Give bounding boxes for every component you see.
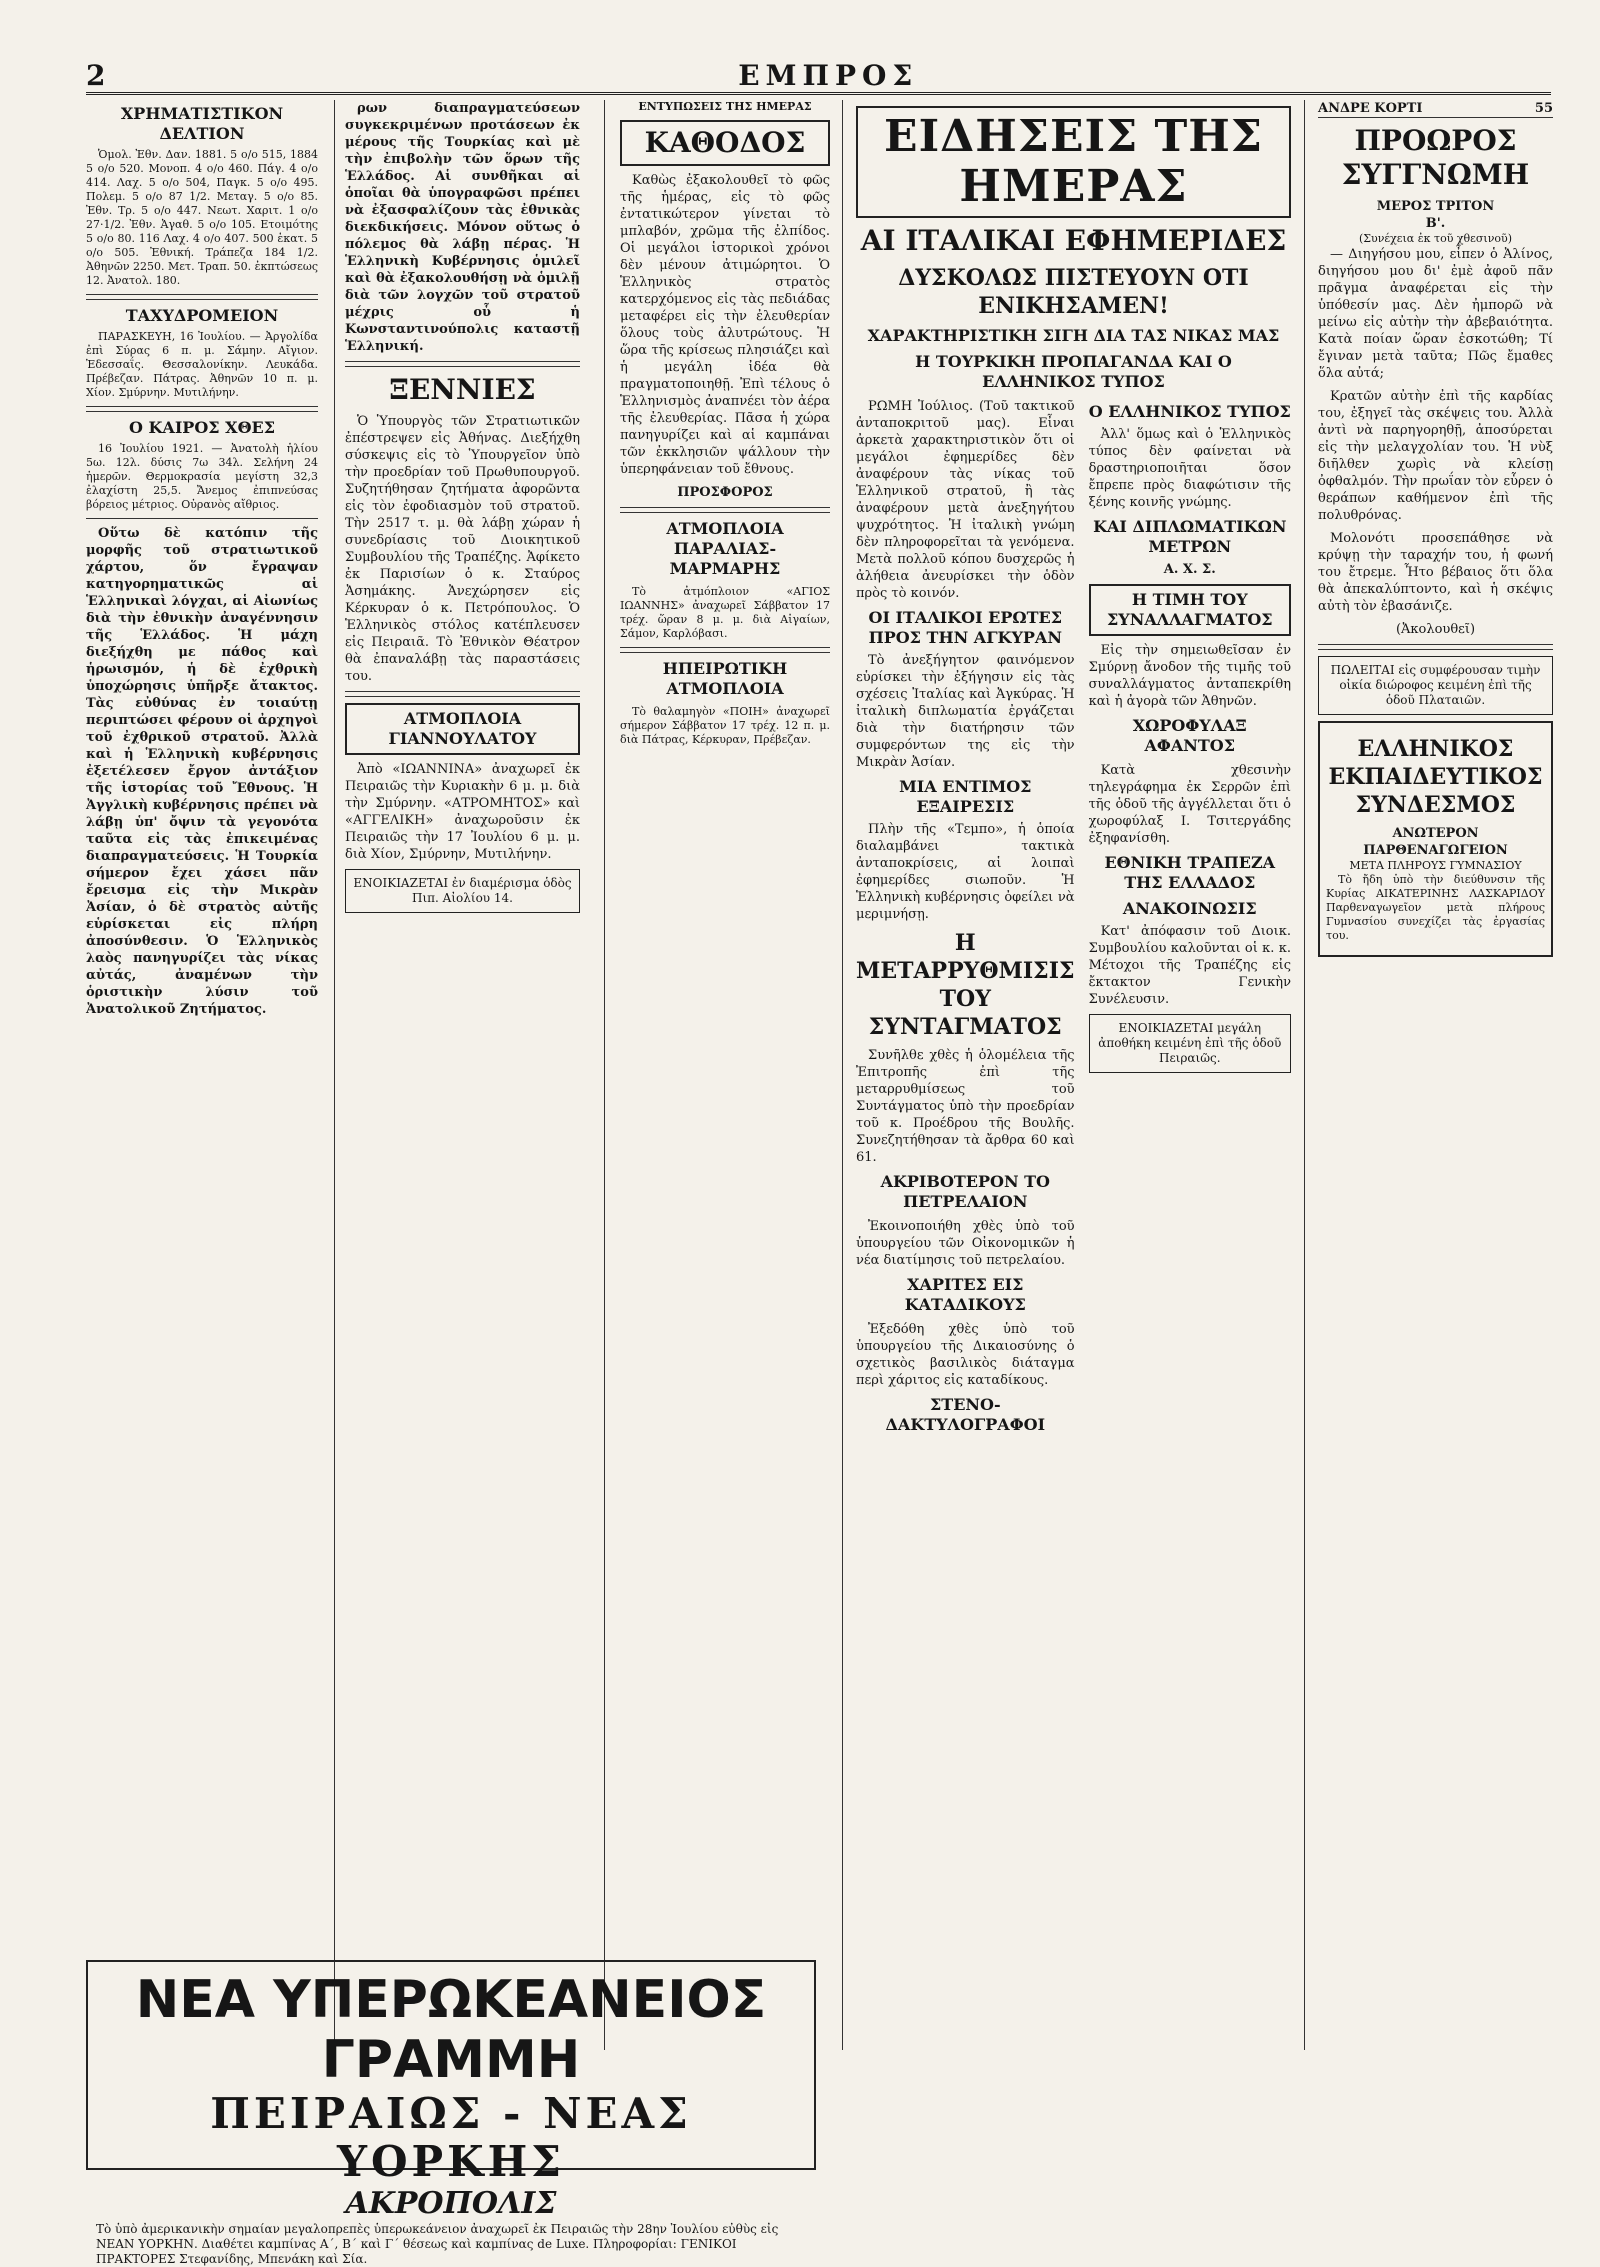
- column-1: [86, 100, 318, 1940]
- subheading: Ο ΕΛΛΗΝΙΚΟΣ ΤΥΠΟΣ: [1088, 402, 1291, 421]
- column-divider: [1304, 100, 1305, 2050]
- section-banner: ΕΙΔΗΣΕΙΣ ΤΗΣ ΗΜΕΡΑΣ: [856, 106, 1291, 218]
- subcolumn: [1089, 398, 1291, 1441]
- divider: [86, 406, 318, 412]
- subheading: ΜΙΑ ΕΝΤΙΜΟΣ ΕΞΑΙΡΕΣΙΣ: [899, 777, 1032, 816]
- headline: ΧΑΡΙΤΕΣ ΕΙΣ ΚΑΤΑΔΙΚΟΥΣ: [904, 1275, 1026, 1314]
- article-text: ρων διαπραγματεύσεων συγκεκριμένων προτάσεων ἐκ μέρους τῆς Τουρκίας καὶ μὲ τὴν ἐπιβολὴν τῶν ὅρων τῆς Ἑλλάδος. Αἱ συνθῆκαι αἱ ὁποῖαι θὰ ὑπογραφῶσι πρέπει νὰ ἐξασφαλίζουν τὰς ἐθνικὰς διεκδικήσεις. Μόνον οὕτως ὁ πόλεμος θὰ λάβῃ πέρας. Ἡ Ἑλληνικὴ Κυβέρνησις ὁμιλεῖ καὶ θὰ ἐξακολουθήσῃ νὰ ὁμιλῇ διὰ τῶν λογχῶν τοῦ στρατοῦ μέχρις οὗ ἡ Κωνσταντινούπολις καταστῇ Ἑλληνική.: [345, 101, 580, 354]
- article-text: Καθὼς ἐξακολουθεῖ τὸ φῶς τῆς ἡμέρας, εἰς τὸ φῶς ἐντατικώτερον γίνεται τὸ μπλαβόν, χρῶμα τῆς ἐλπίδος. Οἱ μεγάλοι ἱστορικοὶ χρόνοι δὲν μένουν ἀτιμώρητοι. Ὁ Ἑλληνικὸς στρατὸς κατερχόμενος εἰς τὰς πεδιάδας μεταφέρει εἰς τὴν ἐλευθερίαν ὅλους τοὺς ἀλυτρώτους. Ἡ ὥρα τῆς κρίσεως πλησιάζει καὶ ἡ μεγάλη ἰδέα θὰ πραγματοποιηθῇ. Ἐπὶ τέλους ὁ Ἑλληνισμὸς ἀναπνέει τὸν ἀέρα τῆς ἐλευθερίας. Πᾶσα ἡ χώρα πανηγυρίζει καὶ αἱ καμπάναι τῶν ἐκκλησιῶν ψάλλουν τὴν ὑπερηφάνειαν τοῦ ἔθνους.: [620, 173, 830, 477]
- article-text: Ἀπὸ «ΙΩΑΝΝΙΝΑ» ἀναχωρεῖ ἐκ Πειραιῶς τὴν Κυριακὴν 6 μ. μ. διὰ τὴν Σμύρνην. «ΑΤΡΟΜΗΤΟΣ» καὶ «ΑΓΓΕΛΙΚΗ» ἀναχωροῦσιν ἐκ Πειραιῶς τὴν 17 Ἰουλίου 6 μ. μ. διὰ Χίον, Σμύρνην, Μυτιλήνην.: [345, 762, 580, 862]
- serial-number: 55: [1534, 101, 1553, 116]
- column-divider: [842, 100, 843, 2050]
- headline: ΑΚΡΙΒΟΤΕΡΟΝ ΤΟ ΠΕΤΡΕΛΑΙΟΝ: [880, 1172, 1050, 1211]
- article-text: Τὸ ἀτμόπλοιον «ΑΓΙΟΣ ΙΩΑΝΝΗΣ» ἀναχωρεῖ Σάββατον 17 τρέχ. ὥραν 8 μ. μ. διὰ Αἰγαίων, Σάμον, Καρλόβασι.: [620, 585, 830, 640]
- subcolumn: [856, 398, 1075, 1441]
- section-heading: ΤΑΧΥΔΡΟΜΕΙΟΝ: [125, 306, 279, 325]
- headline: ΧΩΡΟΦΥΛΑΞ ΑΦΑΝΤΟΣ: [1132, 716, 1247, 755]
- section-heading: Ο ΚΑΙΡΟΣ ΧΘΕΣ: [128, 418, 276, 437]
- signature: ΠΡΟΣΦΟΡΟΣ: [677, 485, 773, 500]
- article-text: Πλὴν τῆς «Τεμπο», ἡ ὁποία διαλαμβάνει τακτικὰ ἀνταποκρίσεις, αἱ λοιπαὶ ἐφημερίδες σιωποῦν. Ἡ Ἑλληνικὴ κυβέρνησις ὀφείλει νὰ μεριμνήσῃ.: [856, 822, 1075, 922]
- headline: ΧΑΡΑΚΤΗΡΙΣΤΙΚΗ ΣΙΓΗ ΔΙΑ ΤΑΣ ΝΙΚΑΣ ΜΑΣ: [867, 326, 1280, 345]
- column-4: [856, 100, 1291, 2050]
- headline: ΣΤΕΝΟ-ΔΑΚΤΥΛΟΓΡΑΦΟΙ: [885, 1395, 1046, 1434]
- article-text: Κρατῶν αὐτὴν ἐπὶ τῆς καρδίας του, ἐξηγεῖ τὰς σκέψεις του. Ἀλλὰ ἀντὶ νὰ παρηγορηθῇ, ἀποσύρεται εἰς τὴν μελαγχολίαν του. Ἡ νὺξ διῆλθεν χωρὶς νὰ κλείσῃ ὀφθαλμόν. Τὴν πρωΐαν τὸν εὗρεν ὁ θεράπων καθήμενον ἐπὶ τῆς πολυθρόνας.: [1318, 389, 1553, 523]
- classified-ad: ΕΝΟΙΚΙΑΖΕΤΑΙ μεγάλη ἀποθήκη κειμένη ἐπὶ τῆς ὁδοῦ Πειραιῶς.: [1089, 1014, 1291, 1073]
- section-label: ΕΝΤΥΠΩΣΕΙΣ ΤΗΣ ΗΜΕΡΑΣ: [638, 100, 812, 113]
- article-text: Ὁ Ὑπουργὸς τῶν Στρατιωτικῶν ἐπέστρεψεν εἰς Ἀθήνας. Διεξήχθη σύσκεψις εἰς τὸ Ὑπουργεῖον ὑπὸ τὴν προεδρίαν τοῦ Πρωθυπουργοῦ. Συζητήθησαν ζητήματα ἀφορῶντα εἰς τὸν ἐφοδιασμὸν τοῦ στρατοῦ. Τὴν 2517 τ. μ. θὰ λάβῃ χώραν ἡ συνεδρίασις τοῦ Διοικητικοῦ Συμβουλίου τῆς Τραπέζης. Ἀφίκετο ἐκ Παρισίων ὁ κ. Σταύρος Ἀσημάκης. Ἀνεχώρησεν εἰς Κέρκυραν ὁ κ. Πετρόπουλος. Ὁ Ἑλληνικὸς στόλος κατέπλευσεν εἰς Πειραιᾶ. Τὸ Ἐθνικὸν Θέατρον θὰ ἐπαναλάβῃ τὰς παραστάσεις του.: [345, 414, 580, 684]
- section-heading: ΚΑΘΟΔΟΣ: [620, 120, 830, 166]
- article-text: Τὸ θαλαμηγὸν «ΠΟΙΗ» ἀναχωρεῖ σήμερον Σάββατον 17 τρέχ. 12 π. μ. διὰ Πάτρας, Κέρκυραν, Πρέβεζαν.: [620, 705, 830, 746]
- article-text: ΠΑΡΑΣΚΕΥΗ, 16 Ἰουλίου. — Ἀργολίδα ἐπὶ Σύρας 6 π. μ. Σάμην. Αἴγιον. Ἐδεσσαΐς. Θεσσαλονίκην. Λευκάδα. Πρέβεζαν. Πάτρας. Ἀθηνῶν 10 π. μ. Χίον. Σμύρνην. Μυτιλήνην.: [86, 330, 318, 399]
- article-text: Ἀλλ' ὅμως καὶ ὁ Ἑλληνικὸς τύπος δὲν φαίνεται νὰ δραστηριοποιῆται ὅσον ἔπρεπε πρὸς διαφώτισιν τῆς ξένης κοινῆς γνώμης.: [1088, 427, 1291, 510]
- divider: [86, 294, 318, 300]
- serial-header: [1318, 100, 1553, 118]
- page-number: 2: [86, 59, 106, 92]
- subheading: ΑΝΑΚΟΙΝΩΣΙΣ: [1122, 899, 1257, 918]
- classified-ad: ΕΝΟΙΚΙΑΖΕΤΑΙ ἐν διαμέρισμα ὁδὸς Πιπ. Αἰολίου 14.: [345, 869, 580, 913]
- newspaper-title: ΕΜΠΡΟΣ: [738, 59, 919, 92]
- masthead: [86, 58, 1551, 95]
- signature: Α. Χ. Σ.: [1163, 562, 1216, 577]
- section-heading: ΑΤΜΟΠΛΟΙΑ ΓΙΑΝΝΟΥΛΑΤΟΥ: [345, 703, 580, 755]
- column-5: [1318, 100, 1553, 2050]
- headline: ΔΥΣΚΟΛΩΣ ΠΙΣΤΕΥΟΥΝ ΟΤΙ ΕΝΙΚΗΣΑΜΕΝ!: [898, 265, 1249, 319]
- column-2: [345, 100, 580, 1940]
- column-divider: [334, 100, 335, 2050]
- ad-title: ΕΛΛΗΝΙΚΟΣ ΕΚΠΑΙΔΕΥΤΙΚΟΣ ΣΥΝΔΕΣΜΟΣ: [1328, 736, 1543, 818]
- divider: [86, 518, 318, 519]
- headline: ΑΙ ΙΤΑΛΙΚΑΙ ΕΦΗΜΕΡΙΔΕΣ: [860, 224, 1287, 257]
- column-3: [620, 100, 830, 2050]
- ad-route: ΠΕΙΡΑΙΩΣ - ΝΕΑΣ ΥΟΡΚΗΣ: [210, 2089, 692, 2186]
- serial-to-be-continued: (Ἀκολουθεῖ): [1395, 622, 1476, 637]
- article-text: — Διηγήσου μου, εἶπεν ὁ Ἀλίνος, διηγήσου μου δι' ἐμὲ ἀφοῦ πᾶν πρᾶγμα ἀναφέρεται εἰς τὴν ὑπόθεσίν μας. Δὲν ἠμπορῶ νὰ μείνω εἰς αὐτὴν τὴν ἀβεβαιότητα. Κατὰ ποίαν ὥραν ἐσκοτώθη; Τί ἔγιναν μετὰ ταῦτα; Πῶς ἔμαθες ὅλα αὐτά;: [1318, 247, 1553, 381]
- ad-ship-name: ΑΚΡΟΠΟΛΙΣ: [345, 2186, 557, 2221]
- ad-text: Τὸ ὑπὸ ἀμερικανικὴν σημαίαν μεγαλοπρεπὲς ὑπερωκεάνειον ἀναχωρεῖ ἐκ Πειραιῶς τὴν 28ην Ἰουλίου εὐθὺς εἰς ΝΕΑΝ ΥΟΡΚΗΝ. Διαθέτει καμπίνας Α΄, Β΄ καὶ Γ΄ θέσεως καὶ καμπίνας de Luxe. Πληροφορίαι: ΓΕΝΙΚΟΙ ΠΡΑΚΤΟΡΕΣ Στεφανίδης, Μπενάκη καὶ Σία.: [96, 2222, 779, 2266]
- headline: Η ΜΕΤΑΡΡΥΘΜΙΣΙΣ ΤΟΥ ΣΥΝΤΑΓΜΑΤΟΣ: [856, 930, 1075, 1040]
- column-divider: [604, 100, 605, 2050]
- divider: [620, 647, 830, 653]
- article-text: Κατὰ χθεσινὴν τηλεγράφημα ἐκ Σερρῶν ἐπὶ τῆς ὁδοῦ τῆς ἀγγέλλεται ὅτι ὁ χωροφύλαξ Ι. Τσιτεργάδης ἐξηφανίσθη.: [1088, 763, 1291, 846]
- headline: ΕΘΝΙΚΗ ΤΡΑΠΕΖΑ ΤΗΣ ΕΛΛΑΔΟΣ: [1104, 853, 1276, 892]
- article-text: ΡΩΜΗ Ἰούλιος. (Τοῦ τακτικοῦ ἀνταποκριτοῦ μας). Εἶναι ἀρκετὰ χαρακτηριστικὸν ὅτι οἱ μεγάλοι ἐφημερίδες δὲν ἀναφέρουν τὰς νίκας τοῦ Ἑλληνικοῦ στρατοῦ, ἢ τὰς ἀναφέρουν μετὰ ἀνεξηγήτου ψυχρότητος. Ἡ ἰταλικὴ γνώμη δὲν πληροφορεῖται τὰ γενόμενα. Μετὰ πολλοῦ κόπου δυσχερῶς ἡ ἀλήθεια ἀνευρίσκει τὴν ὁδὸν πρὸς τὸ κοινόν.: [856, 399, 1075, 601]
- classified-ad: ΠΩΛΕΙΤΑΙ εἰς συμφέρουσαν τιμὴν οἰκία διώροφος κειμένη ἐπὶ τῆς ὁδοῦ Πλαταιῶν.: [1318, 656, 1553, 715]
- divider: [620, 507, 830, 513]
- divider: [1318, 644, 1553, 650]
- serial-author: ΑΝΔΡΕ ΚΟΡΤΙ: [1318, 101, 1423, 116]
- article-text: 16 Ἰουλίου 1921. — Ἀνατολὴ ἡλίου 5ω. 12λ. δύσις 7ω 34λ. Σελήνη 24 ἡμερῶν. Θερμοκρασία μεγίστη 32,3 ἐλαχίστη 25,5. Ἄνεμος ἐπιπνεύσας βόρειος μέτριος. Οὐρανὸς αἴθριος.: [86, 442, 318, 511]
- subheading: ΟΙ ΙΤΑΛΙΚΟΙ ΕΡΩΤΕΣ ΠΡΟΣ ΤΗΝ ΑΓΚΥΡΑΝ: [868, 608, 1063, 647]
- ad-headline: ΝΕΑ ΥΠΕΡΩΚΕΑΝΕΙΟΣ ΓΡΑΜΜΗ: [135, 1970, 767, 2090]
- divider: [345, 361, 580, 367]
- article-text: Οὕτω δὲ κατόπιν τῆς μορφῆς τοῦ στρατιωτικοῦ χάρτου, ὅν ἔγραψαν κατηγορηματικῶς αἱ Ἑλληνικαὶ λόγχαι, αἱ Αἰωνίως διὰ τὴν ἐθνικὴν ἀναγέννησιν τῆς Ἑλλάδος. Ἡ μάχη διεξήχθη με πάθος καὶ ἡρωισμόν, ἡ δὲ ἐχθρικὴ ὑποχώρησις ὑπῆρξε ἄτακτος. Τὰς εὐθύνας ἐν τοιαύτῃ περιπτώσει φέρουν οἱ ἀρχηγοὶ τοῦ ἐχθρικοῦ στρατοῦ. Ἀλλὰ καὶ ἡ Ἑλληνικὴ κυβέρνησις ἐξετέλεσεν ἔργον ἀντάξιον τῆς ἱστορίας τοῦ Ἔθνους. Ἡ Ἀγγλικὴ κυβέρνησις πρέπει νὰ λάβῃ ὑπ' ὄψιν τὰ γεγονότα ταῦτα εἰς τὰς ἐπικειμένας διαπραγματεύσεις. Ἡ Τουρκία σήμερον ἔχει χάσει πᾶν ἔρεισμα εἰς τὴν Μικρὰν Ἀσίαν, ὁ δὲ στρατὸς αὐτῆς εὑρίσκεται εἰς πλήρη ἀποσύνθεσιν. Ὁ Ἑλληνικὸς λαὸς πανηγυρίζει τὰς νίκας αὐτάς, ἀναμένων τὴν ὁριστικὴν λύσιν τοῦ Ἀνατολικοῦ Ζητήματος.: [86, 526, 318, 1017]
- subheading: ΚΑΙ ΔΙΠΛΩΜΑΤΙΚΩΝ ΜΕΤΡΩΝ: [1093, 517, 1287, 556]
- section-heading: ΧΡΗΜΑΤΙΣΤΙΚΟΝ ΔΕΛΤΙΟΝ: [120, 104, 284, 143]
- article-text: Συνῆλθε χθὲς ἡ ὁλομέλεια τῆς Ἐπιτροπῆς ἐπὶ τῆς μεταρρυθμίσεως τοῦ Συντάγματος ὑπὸ τὴν προεδρίαν τοῦ κ. Προέδρου τῆς Βουλῆς. Συνεζητήθησαν τὰ ἄρθρα 60 καὶ 61.: [856, 1048, 1075, 1165]
- serial-part: ΜΕΡΟΣ ΤΡΙΤΟΝ: [1376, 199, 1495, 214]
- serial-continuation: (Συνέχεια ἐκ τοῦ χθεσινοῦ): [1358, 232, 1512, 245]
- ad-text: Τὸ ἤδη ὑπὸ τὴν διεύθυνσιν τῆς Κυρίας ΑΙΚΑΤΕΡΙΝΗΣ ΛΑΣΚΑΡΙΔΟΥ Παρθεναγωγεῖον μετὰ πλήρους Γυμνασίου συνεχίζει τὰς ἐργασίας του.: [1326, 873, 1545, 942]
- article-text: Τὸ ἀνεξήγητον φαινόμενον εὑρίσκει τὴν ἐξήγησιν εἰς τὰς σχέσεις Ἰταλίας καὶ Ἀγκύρας. Ἡ ἰταλικὴ διπλωματία ἐργάζεται διὰ τὴν διατήρησιν τῶν συμφερόντων της εἰς τὴν Μικρὰν Ἀσίαν.: [856, 653, 1075, 770]
- ad-subtitle: ΑΝΩΤΕΡΟΝ ΠΑΡΘΕΝΑΓΩΓΕΙΟΝ: [1363, 826, 1508, 858]
- ad-subtitle: ΜΕΤΑ ΠΛΗΡΟΥΣ ΓΥΜΝΑΣΙΟΥ: [1349, 859, 1522, 872]
- two-column-block: [856, 398, 1291, 1441]
- article-text: Ὁμολ. Ἐθν. Δαν. 1881. 5 ο/ο 515, 1884 5 ο/ο 520. Μονοπ. 4 ο/ο 460. Πάγ. 4 ο/ο 414. Λαχ. 5 ο/ο 504, Παγκ. 5 ο/ο 495. Πολεμ. 5 ο/ο 87 1/2. Μεταγ. 5 ο/ο 85. Ἐθν. Τρ. 5 ο/ο 447. Νεωτ. Χαριτ. 1 ο/ο 27·1/2. Ἐθν. Ἀγαθ. 5 ο/ο 105. Ετοιμότης 5 ο/ο 80. 116 Λαχ. 4 ο/ο 407. 500 ἑκατ. 5 ο/ο 505. Ἐθνική. Τράπεζα 184 1/2. Ἀθηνῶν 2250. Μετ. Τραπ. 50. ἐκπτώσεως 12. Ἀνατολ. 180.: [86, 148, 318, 287]
- article-text: Ἐξεδόθη χθὲς ὑπὸ τοῦ ὑπουργείου τῆς Δικαιοσύνης ὁ σχετικὸς βασιλικὸς διάταγμα περὶ χάριτος εἰς καταδίκους.: [856, 1322, 1075, 1388]
- section-heading: ΞΕΝΝΙΕΣ: [389, 373, 536, 406]
- serial-title: ΠΡΟΩΡΟΣ ΣΥΓΓΝΩΜΗ: [1341, 124, 1530, 191]
- article-text: Μολονότι προσεπάθησε νὰ κρύψῃ τὴν ταραχήν του, ἡ φωνή του ἔτρεμε. Ἦτο βέβαιος ὅτι ὅλα θὰ ἀπεκαλύπτοντο, καὶ ἡ σκέψις αὐτὴ τὸν ἐβασάνιζε.: [1318, 531, 1553, 614]
- school-ad: [1318, 721, 1553, 957]
- divider: [345, 691, 580, 697]
- headline: Η ΤΙΜΗ ΤΟΥ ΣΥΝΑΛΛΑΓΜΑΤΟΣ: [1089, 584, 1291, 636]
- headline: Η ΤΟΥΡΚΙΚΗ ΠΡΟΠΑΓΑΝΔΑ ΚΑΙ Ο ΕΛΛΗΝΙΚΟΣ ΤΥΠΟΣ: [915, 352, 1232, 391]
- article-text: Ἐκοινοποιήθη χθὲς ὑπὸ τοῦ ὑπουργείου τῶν Οἰκονομικῶν ἡ νέα διατίμησις τοῦ πετρελαίου.: [856, 1219, 1075, 1268]
- section-heading: ΑΤΜΟΠΛΟΙΑ ΠΑΡΑΛΙΑΣ-ΜΑΡΜΑΡΗΣ: [666, 519, 784, 578]
- shipping-ad: [86, 1960, 816, 2266]
- section-heading: ΗΠΕΙΡΩΤΙΚΗ ΑΤΜΟΠΛΟΙΑ: [662, 659, 788, 698]
- serial-chapter: Β'.: [1425, 216, 1446, 231]
- article-text: Εἰς τὴν σημειωθεῖσαν ἐν Σμύρνῃ ἄνοδον τῆς τιμῆς τοῦ συναλλάγματος ἀνταπεκρίθη καὶ ἡ ἀγορὰ τῶν Ἀθηνῶν.: [1088, 643, 1291, 709]
- article-text: Κατ' ἀπόφασιν τοῦ Διοικ. Συμβουλίου καλοῦνται οἱ κ. κ. Μέτοχοι τῆς Τραπέζης εἰς ἔκτακτον Γενικὴν Συνέλευσιν.: [1088, 924, 1291, 1007]
